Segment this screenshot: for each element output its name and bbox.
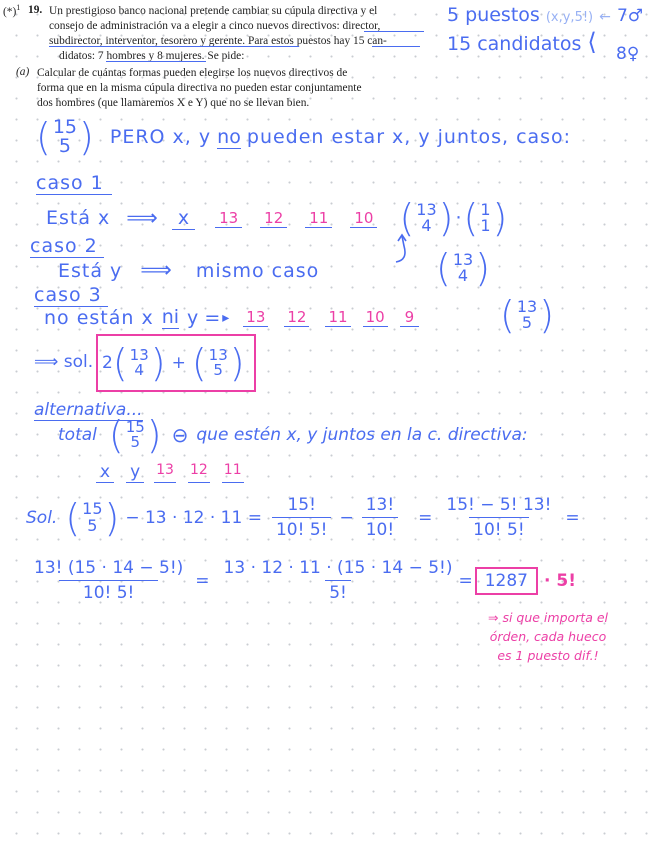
slot3-13: 13 xyxy=(243,308,268,327)
y-equals: y = xyxy=(187,306,221,329)
frac2-num: 13! xyxy=(365,495,395,515)
slot3-12: 12 xyxy=(284,308,309,327)
binom-13-5-paren xyxy=(500,293,555,337)
no-estan: no están x xyxy=(44,306,154,329)
xy-slot-11: 11 xyxy=(222,462,244,483)
total-binom xyxy=(108,413,162,457)
sol2-binom-values xyxy=(82,501,102,534)
sol2-binom-bottom: 5 xyxy=(87,515,98,535)
paren-right: ) xyxy=(475,246,491,290)
sol-plus: + xyxy=(171,353,186,373)
mismo-caso: mismo caso xyxy=(195,259,320,282)
binom-13-4-values xyxy=(416,199,437,235)
sol2-eq-end: = xyxy=(565,507,580,528)
arrow-3: ▸ xyxy=(222,309,230,326)
paren-left: ( xyxy=(191,341,207,385)
total-text: total xyxy=(58,425,97,445)
total-line xyxy=(58,413,528,457)
slot-12: 12 xyxy=(260,209,287,228)
frac-15-fact xyxy=(272,495,331,540)
caso3-label: caso 3 xyxy=(34,284,108,307)
puestos-arrow: ← xyxy=(599,9,611,25)
binom-13-4-case2 xyxy=(436,246,491,290)
result-box xyxy=(475,567,538,595)
binom-13-5-top: 13 xyxy=(516,296,538,316)
paren-right: ) xyxy=(146,413,162,457)
side-note-puestos xyxy=(447,4,643,26)
caso3-line xyxy=(44,306,419,329)
sol-box xyxy=(96,334,256,392)
frac3-num: 15! − 5! 13! xyxy=(446,495,552,515)
frac-combined xyxy=(442,495,555,540)
frac5-den: 5! xyxy=(325,580,351,603)
frac-13-fact xyxy=(362,495,398,540)
sol2-line xyxy=(26,495,580,540)
underline-subdirector xyxy=(49,46,299,47)
problem-star: (*) xyxy=(3,5,17,18)
problem-number: 19. xyxy=(28,4,43,16)
total-binom-values xyxy=(125,417,145,451)
binom-13-4-case2-paren xyxy=(436,246,491,290)
frac3-den: 10! 5! xyxy=(469,517,528,540)
paren-left: ( xyxy=(463,196,479,240)
sol2-binom-top: 15 xyxy=(82,499,103,519)
caso1-line xyxy=(46,196,508,240)
sol2-minus: − xyxy=(339,507,354,528)
sol3-eq: = xyxy=(195,570,210,591)
paren-left: ( xyxy=(36,115,51,160)
esta-y: Está y xyxy=(58,259,123,282)
sol-binom-13-5 xyxy=(191,341,245,385)
binom-13-4-case2-top: 13 xyxy=(452,249,474,269)
women-count: 8♀ xyxy=(616,44,640,64)
que-esten-text: que estén x, y juntos en la c. directiva: xyxy=(196,425,528,445)
part-a-line-3: dos hombres (que llamaremos X e Y) que no se llevan bien. xyxy=(37,97,310,109)
sol-label: ⟹ sol. xyxy=(34,352,94,372)
pero-text: PERO x, y xyxy=(109,125,212,148)
order-note-line-2: órden, cada hueco xyxy=(489,629,607,644)
sol-binom-13-4-values xyxy=(129,345,149,379)
xy-slot-y: y xyxy=(126,462,144,483)
slot3-10: 10 xyxy=(363,308,388,327)
paren-left: ( xyxy=(436,246,451,290)
alternativa-label: alternativa... xyxy=(34,400,143,420)
binom-13-5-values xyxy=(516,296,538,332)
xy-slots xyxy=(96,462,244,483)
arrow-1: ⟹ xyxy=(126,205,158,231)
frac1-num: 15! xyxy=(287,495,316,515)
paren-right: ) xyxy=(492,196,508,240)
paren-right: ) xyxy=(539,293,555,337)
pero-rest: pueden estar x, y juntos, caso: xyxy=(246,125,572,148)
frac1-den: 10! 5! xyxy=(272,517,331,540)
side-note-candidatos xyxy=(447,28,597,56)
paren-right: ) xyxy=(104,495,120,540)
xy-slot-13: 13 xyxy=(154,462,176,483)
binom-15-5-top: 15 xyxy=(52,116,78,138)
candidatos-text: 15 candidatos xyxy=(447,33,582,55)
sol-binom-13-5-values xyxy=(208,345,228,379)
sol-binom-13-4 xyxy=(112,341,166,385)
sol-coef: 2 xyxy=(102,353,113,373)
slot-x: x xyxy=(172,207,195,230)
binom-15-5 xyxy=(36,115,94,160)
total-binom-bottom: 5 xyxy=(130,433,141,451)
frac4-num: 13! (15 · 14 − 5!) xyxy=(34,558,184,578)
frac5-num: 13 · 12 · 11 · (15 · 14 − 5!) xyxy=(223,558,453,578)
paren-left: ( xyxy=(65,495,81,540)
underline-hombres xyxy=(106,61,206,62)
binom-1-1-values xyxy=(480,199,491,235)
frac2-den: 10! xyxy=(362,517,398,540)
binom-15-5-bottom: 5 xyxy=(58,135,71,158)
frac-factored xyxy=(30,558,187,603)
frac-simplified xyxy=(220,558,457,603)
caso2-label: caso 2 xyxy=(30,235,104,258)
binom-13-5-bottom: 5 xyxy=(521,313,533,332)
problem-statement xyxy=(49,4,387,64)
problem-line-4: didatos: 7 hombres y 8 mujeres. Se pide: xyxy=(59,50,245,62)
sol2-binom xyxy=(65,495,120,540)
no-text: no xyxy=(217,125,241,148)
brace-icon: ⟨ xyxy=(587,28,597,56)
men-count: 7♂ xyxy=(616,6,644,26)
ni-text: ni xyxy=(161,306,180,328)
problem-line-1: Un prestigioso banco nacional pretende cambiar su cúpula directiva y el xyxy=(49,5,378,17)
slot-10: 10 xyxy=(350,209,377,228)
caso1-label: caso 1 xyxy=(36,172,112,195)
xy-slot-x: x xyxy=(96,462,114,483)
puestos-text: 5 puestos xyxy=(447,4,540,26)
problem-marker xyxy=(3,3,20,18)
minus-circle-icon: ⊖ xyxy=(171,423,189,447)
sol2-expr1: − 13 · 12 · 11 = xyxy=(125,507,262,528)
curved-arrow-icon xyxy=(390,232,414,266)
result-suffix: · 5! xyxy=(544,570,576,591)
sol2-label: Sol. xyxy=(26,507,58,528)
order-note xyxy=(488,608,608,665)
sol2-eq: = xyxy=(418,507,433,528)
binom-1-1-top: 1 xyxy=(480,199,491,219)
total-binom-top: 15 xyxy=(125,417,145,436)
part-a-line-2: forma que en la misma cúpula directiva no pueden estar conjuntamente xyxy=(37,82,362,94)
result-value: 1287 xyxy=(484,570,528,591)
binom-13-4-case2-values xyxy=(452,249,474,285)
binom-13-4-bottom: 4 xyxy=(421,216,432,235)
xy-slot-12: 12 xyxy=(188,462,210,483)
frac4-den: 10! 5! xyxy=(59,580,158,603)
times-dot: · xyxy=(455,207,462,229)
slot-11: 11 xyxy=(305,209,332,228)
pero-line xyxy=(36,115,572,160)
paren-right: ) xyxy=(79,115,94,160)
problem-line-3: subdirector, interventor, tesorero y gerente. Para estos puestos hay 15 can- xyxy=(49,35,387,47)
sol3-eq2: = xyxy=(458,570,473,591)
paren-right: ) xyxy=(150,341,166,385)
binom-13-4-top: 13 xyxy=(416,199,437,219)
arrow-2: ⟹ xyxy=(140,258,172,283)
paren-left: ( xyxy=(108,413,124,457)
sol3-line xyxy=(30,558,576,603)
sol-binom-13-4-top: 13 xyxy=(129,345,149,364)
sol-binom-13-5-top: 13 xyxy=(208,345,228,364)
slot3-9: 9 xyxy=(400,308,420,327)
order-note-line-3: es 1 puesto dif.! xyxy=(497,648,599,663)
paren-left: ( xyxy=(399,196,415,240)
binom-1-1 xyxy=(463,196,508,240)
sol-binom-13-4-bottom: 4 xyxy=(134,361,144,379)
slot3-11: 11 xyxy=(325,308,350,327)
part-a-text xyxy=(37,66,362,111)
part-a-line-1: Calcular de cuántas formas pueden elegirse los nuevos directivos de xyxy=(37,67,348,79)
order-note-line-1: ⇒ si que importa el xyxy=(488,610,608,625)
esta-x: Está x xyxy=(46,207,111,229)
underline-candidates xyxy=(372,46,420,47)
paren-left: ( xyxy=(500,293,515,337)
binom-13-5 xyxy=(500,293,555,337)
puestos-detail: (x,y,5!) xyxy=(545,10,594,25)
binom-13-4-case2-bottom: 4 xyxy=(457,266,469,285)
underline-director xyxy=(364,31,424,32)
caso2-line xyxy=(58,258,319,283)
problem-sup: 1 xyxy=(16,3,21,12)
part-a-label: (a) xyxy=(16,66,30,78)
binom-15-5-values xyxy=(53,118,77,157)
sol-binom-13-5-bottom: 5 xyxy=(213,361,223,379)
problem-line-2: consejo de administración va a elegir a cinco nuevos directivos: director, xyxy=(49,20,381,32)
paren-right: ) xyxy=(438,196,454,240)
slot-13: 13 xyxy=(215,209,242,228)
binom-1-1-bottom: 1 xyxy=(480,216,491,235)
paren-right: ) xyxy=(229,341,245,385)
paren-left: ( xyxy=(112,341,128,385)
